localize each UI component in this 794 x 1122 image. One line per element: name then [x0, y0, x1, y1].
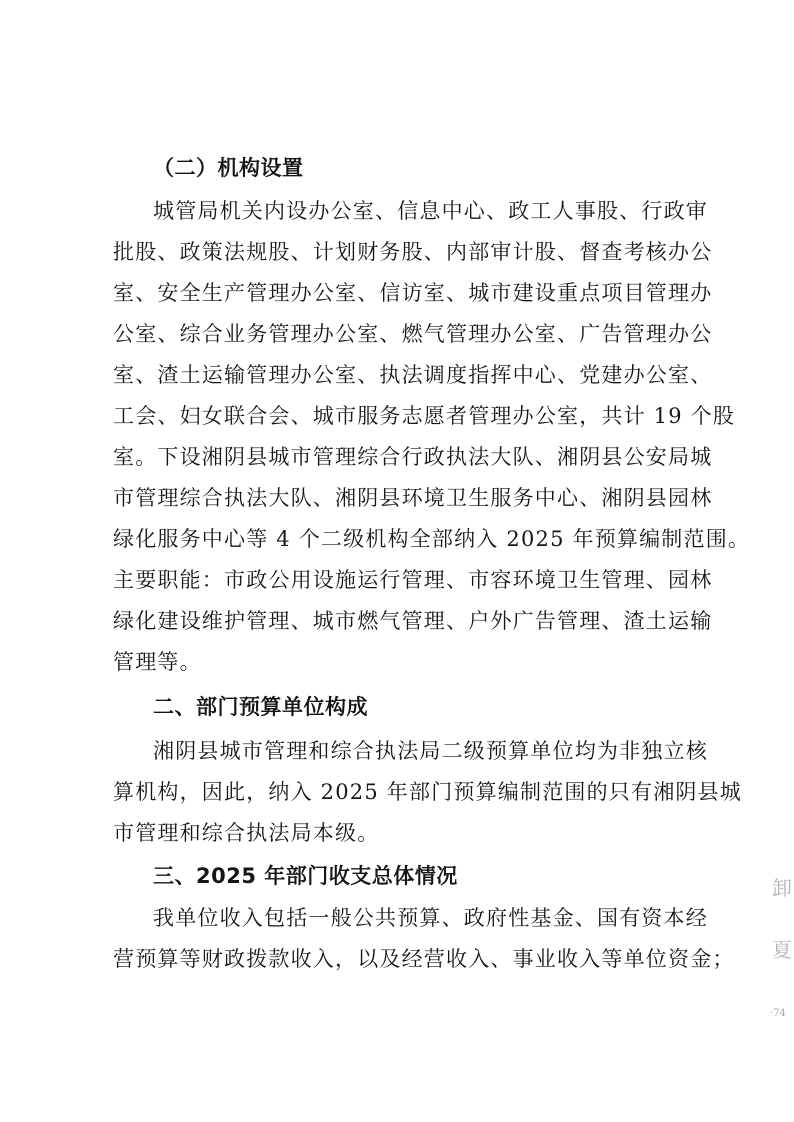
paragraph-line: 算机构，因此，纳入 2025 年部门预算编制范围的只有湘阴县城 — [113, 780, 742, 804]
edge-bleed-mark: 卸 — [772, 876, 792, 900]
heading-org-setup: （二）机构设置 — [153, 156, 304, 180]
paragraph-line: 公室、综合业务管理办公室、燃气管理办公室、广告管理办公 — [113, 322, 713, 346]
paragraph-line: 绿化服务中心等 4 个二级机构全部纳入 2025 年预算编制范围。 — [113, 527, 751, 551]
edge-bleed-mark: ·74 — [770, 1008, 786, 1019]
paragraph-line: 绿化建设维护管理、城市燃气管理、户外广告管理、渣土运输 — [113, 609, 713, 633]
edge-bleed-mark: 夏 — [772, 938, 792, 962]
heading-revenue-overview: 三、2025 年部门收支总体情况 — [153, 864, 458, 888]
paragraph-line: 市管理和综合执法局本级。 — [113, 821, 380, 845]
heading-budget-units: 二、部门预算单位构成 — [153, 695, 368, 719]
paragraph-line: 我单位收入包括一般公共预算、政府性基金、国有资本经 — [153, 906, 708, 930]
paragraph-line: 室、安全生产管理办公室、信访室、城市建设重点项目管理办 — [113, 281, 713, 305]
paragraph-line: 营预算等财政拨款收入，以及经营收入、事业收入等单位资金； — [113, 947, 735, 971]
paragraph-line: 主要职能：市政公用设施运行管理、市容环境卫生管理、园林 — [113, 568, 713, 592]
paragraph-line: 室、渣土运输管理办公室、执法调度指挥中心、党建办公室、 — [113, 363, 713, 387]
paragraph-line: 管理等。 — [113, 650, 202, 674]
paragraph-line: 市管理综合执法大队、湘阴县环境卫生服务中心、湘阴县园林 — [113, 486, 713, 510]
paragraph-line: 工会、妇女联合会、城市服务志愿者管理办公室，共计 19 个股 — [113, 404, 736, 428]
paragraph-line: 批股、政策法规股、计划财务股、内部审计股、督查考核办公 — [113, 240, 713, 264]
paragraph-line: 城管局机关内设办公室、信息中心、政工人事股、行政审 — [153, 199, 708, 223]
paragraph-line: 室。下设湘阴县城市管理综合行政执法大队、湘阴县公安局城 — [113, 445, 713, 469]
paragraph-line: 湘阴县城市管理和综合执法局二级预算单位均为非独立核 — [153, 739, 708, 763]
